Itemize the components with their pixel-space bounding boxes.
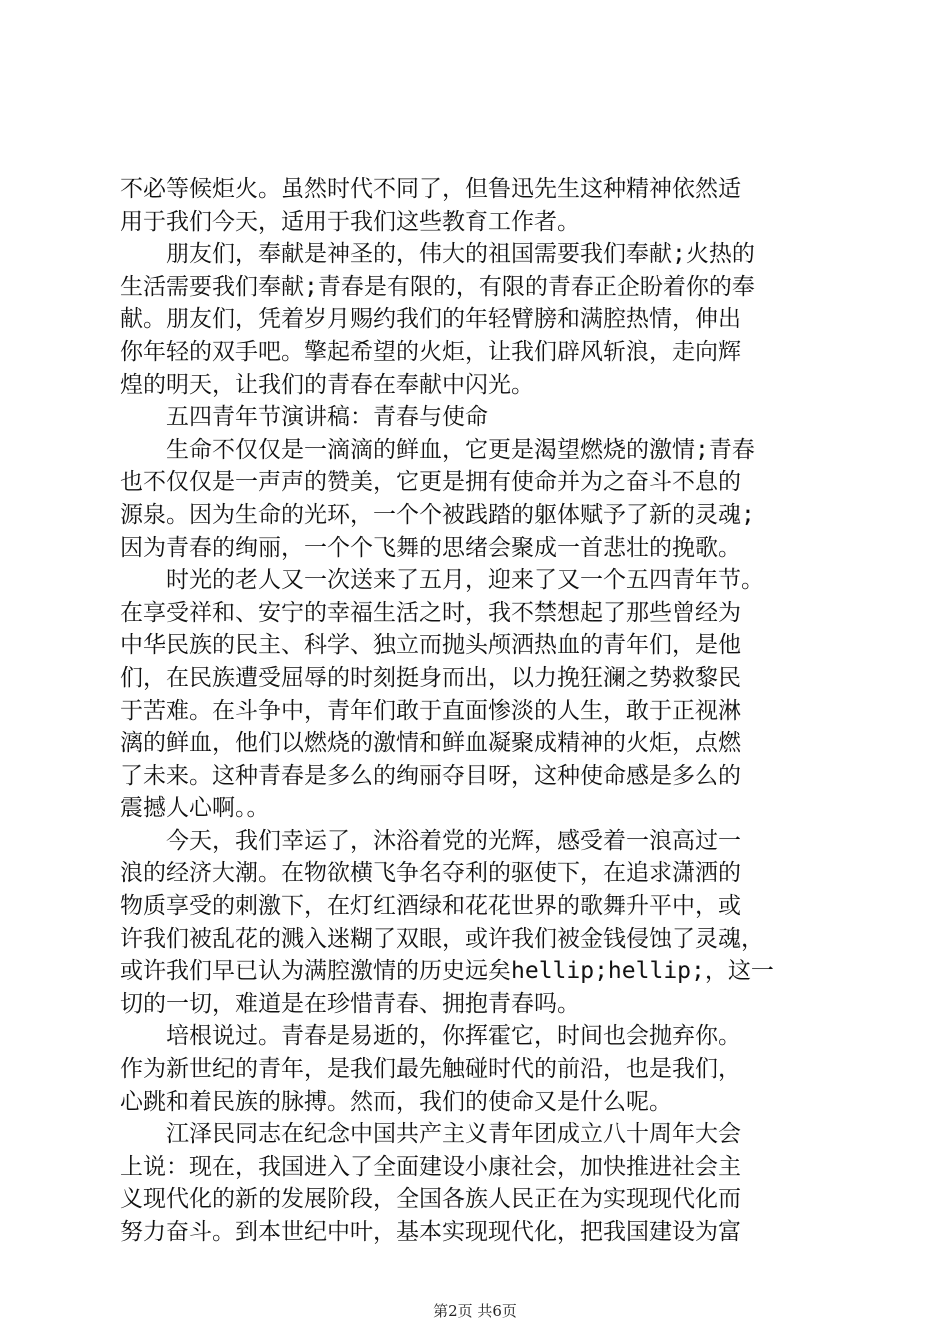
page-number-footer: 第2页 共6页 xyxy=(433,1302,517,1320)
text-line: 在享受祥和、安宁的幸福生活之时，我不禁想起了那些曾经为 xyxy=(120,599,741,626)
text-line: 漓的鲜血，他们以燃烧的激情和鲜血凝聚成精神的火炬，点燃 xyxy=(120,730,741,757)
text-line: 献。朋友们，凭着岁月赐约我们的年轻臂膀和满腔热情，伸出 xyxy=(120,306,741,333)
text-line: 或许我们早已认为满腔激情的历史远矣hellip;hellip;，这一 xyxy=(120,958,774,985)
text-line: 中华民族的民主、科学、独立而抛头颅洒热血的青年们，是他 xyxy=(120,632,741,659)
text-line: 培根说过。青春是易逝的，你挥霍它，时间也会抛弃你。 xyxy=(120,1023,741,1050)
text-line: 震撼人心啊。。 xyxy=(120,795,270,822)
text-line: 也不仅仅是一声声的赞美，它更是拥有使命并为之奋斗不息的 xyxy=(120,469,741,496)
text-line: 作为新世纪的青年，是我们最先触碰时代的前沿，也是我们， xyxy=(120,1056,741,1083)
text-line: 于苦难。在斗争中，青年们敢于直面惨淡的人生，敢于正视淋 xyxy=(120,697,741,724)
text-line: 用于我们今天，适用于我们这些教育工作者。 xyxy=(120,208,580,235)
text-line: 心跳和着民族的脉搏。然而，我们的使命又是什么呢。 xyxy=(120,1088,672,1115)
text-line: 许我们被乱花的溅入迷糊了双眼，或许我们被金钱侵蚀了灵魂， xyxy=(120,925,764,952)
text-line: 你年轻的双手吧。擎起希望的火炬，让我们辟风斩浪，走向辉 xyxy=(120,338,741,365)
body-text xyxy=(120,173,832,1249)
text-line: 朋友们，奉献是神圣的，伟大的祖国需要我们奉献;火热的 xyxy=(120,241,755,268)
text-line: 江泽民同志在纪念中国共产主义青年团成立八十周年大会 xyxy=(120,1121,741,1148)
text-line: 切的一切，难道是在珍惜青春、拥抱青春吗。 xyxy=(120,990,580,1017)
text-line: 煌的明天，让我们的青春在奉献中闪光。 xyxy=(120,371,534,398)
text-line: 时光的老人又一次送来了五月，迎来了又一个五四青年节。 xyxy=(120,567,764,594)
text-line: 源泉。因为生命的光环，一个个被践踏的躯体赋予了新的灵魂; xyxy=(120,501,755,528)
text-line: 不必等候炬火。虽然时代不同了，但鲁迅先生这种精神依然适 xyxy=(120,176,741,202)
section-heading: 五四青年节演讲稿：青春与使命 xyxy=(120,404,488,431)
text-line: 努力奋斗。到本世纪中叶，基本实现现代化，把我国建设为富 xyxy=(120,1219,741,1245)
text-line: 浪的经济大潮。在物欲横飞争名夺利的驱使下，在追求潇洒的 xyxy=(120,860,741,887)
text-line: 了未来。这种青春是多么的绚丽夺目呀，这种使命感是多么的 xyxy=(120,762,741,789)
text-line: 物质享受的刺激下，在灯红酒绿和花花世界的歌舞升平中，或 xyxy=(120,893,741,920)
text-line: 生命不仅仅是一滴滴的鲜血，它更是渴望燃烧的激情;青春 xyxy=(120,436,755,463)
text-line: 生活需要我们奉献;青春是有限的，有限的青春正企盼着你的奉 xyxy=(120,273,755,300)
text-line: 因为青春的绚丽，一个个飞舞的思绪会聚成一首悲壮的挽歌。 xyxy=(120,534,741,561)
text-line: 们，在民族遭受屈辱的时刻挺身而出，以力挽狂澜之势救黎民 xyxy=(120,664,741,691)
text-line: 上说：现在，我国进入了全面建设小康社会，加快推进社会主 xyxy=(120,1153,741,1180)
text-line: 今天，我们幸运了，沐浴着党的光辉，感受着一浪高过一 xyxy=(120,827,741,854)
text-line: 义现代化的新的发展阶段，全国各族人民正在为实现现代化而 xyxy=(120,1186,741,1213)
